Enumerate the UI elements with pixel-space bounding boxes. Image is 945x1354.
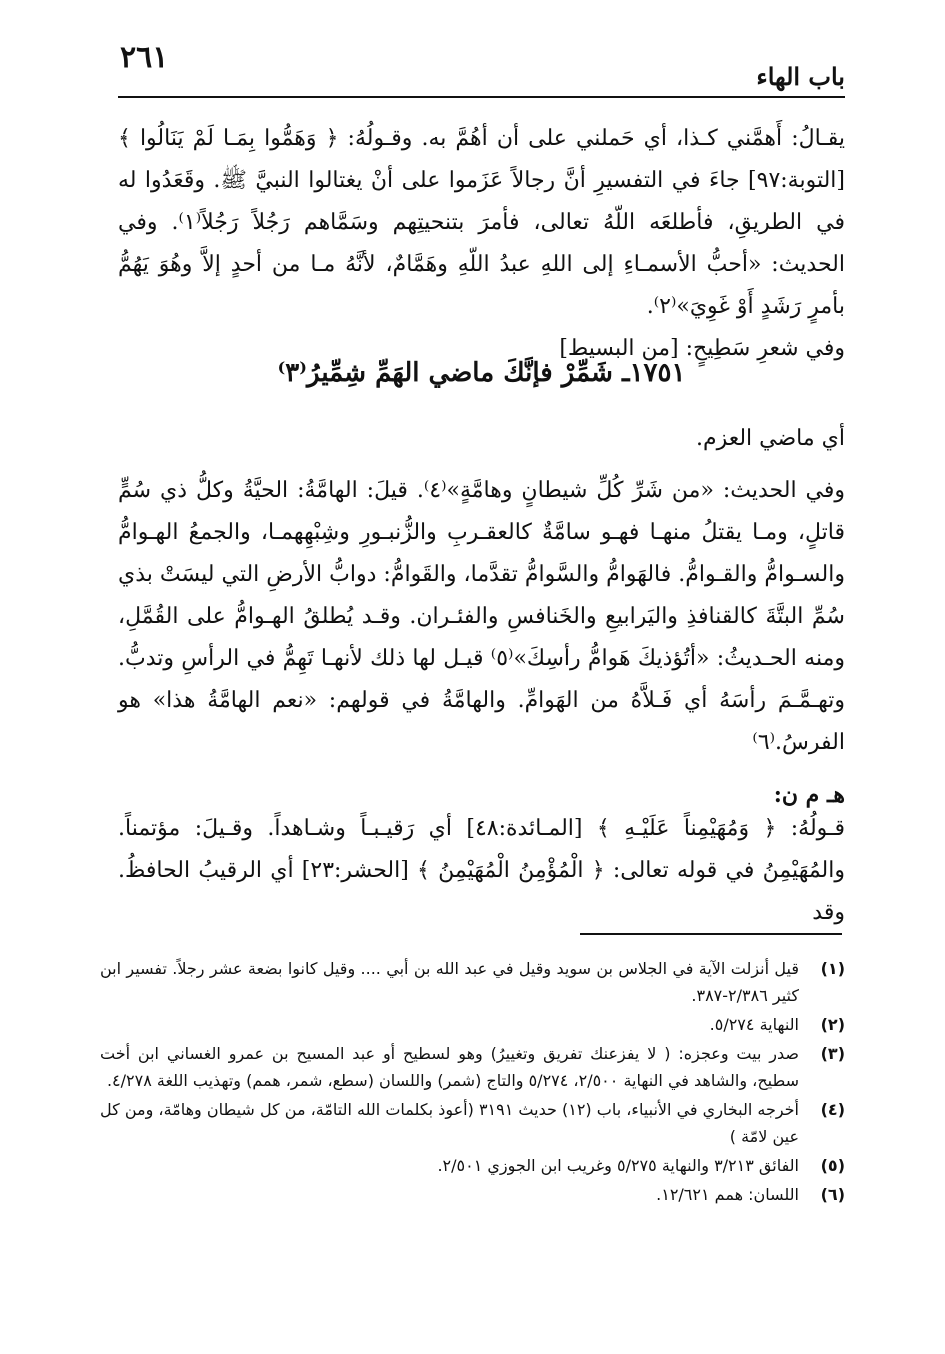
footnote-text: أخرجه البخاري في الأنبياء، باب (١٢) حديث ٣١٩١ (أعوذ بكلمات الله التامّة، من كل شيطان وهامّة، ومن كل عين لامّة ) (100, 1100, 800, 1146)
footnotes (100, 955, 845, 1210)
intro-section (118, 118, 845, 370)
footnote-number: (٣) (820, 1044, 845, 1063)
footnote-number: (٦) (820, 1185, 845, 1204)
footnote-text: قيل أنزلت الآية في الجلاس بن سويد وقيل في عبد الله بن أبي .... وقيل كانوا بضعة عشر رجلاً. تفسير ابن كثير ٢/٣٨٦-٣٨٧. (100, 959, 799, 1005)
poet-attribution: وفي شعرِ سَطِيحٍ: [من البسيط] (559, 336, 845, 361)
footnote-text: الفائق ٣/٢١٣ والنهاية ٥/٢٧٥ وغريب ابن الجوزي ٢/٥٠١. (437, 1156, 799, 1175)
footnote-text: صدر بيت وعجزه: ( لا يفزعنك تفريق وتغييرُ) وهو لسطيح أو عبد المسيح بن عمرو الغساني ابن أخت سطيح، والشاهد في النهاية ٢/٥٠٠، ٥/٢٧٤ والتاج (شمر) واللسان (سطع، شمر، همم) وتهذيب اللغة ٤/٢٧٨. (100, 1044, 799, 1090)
footnote-item (100, 955, 845, 1009)
muhaymin-section (118, 808, 845, 934)
footnote-item (100, 1152, 845, 1179)
root-heading: هـ م ن: (773, 782, 845, 808)
footnote-item (100, 1040, 845, 1094)
hadith-paragraph: وفي الحديث: «من شَرِّ كُلِّ شيطانٍ وهامَّةٍ»⁽٤⁾. قيلَ: الهامَّةُ: الحيَّةُ وكلُّ ذي سُمٍّ قاتلٍ، ومـا يقتلُ منهـا فهـو سامَّةٌ كالعقـربِ والزُّنبـورِ وشِبْهِهمـا، والجمعُ الهـوامُّ والسـوامُّ والقـوامُّ. فالهَوامُّ والسَّوامُّ تقدَّما، والقَوامُّ: دوابُّ الأرضِ التي ليسَتْ بذي سُمِّ البتَّةَ كالقنافذِ واليَرابيعِ والخَنافسِ والفئـران. وقـد يُطلقُ الهـوامُّ على القُمَّلِ، ومنه الحـديثُ: «أتُؤذيكَ هَوامُّ رأسِكَ»⁽٥⁾ قيـل لها ذلك لأنهـا تَهِمُّ في الرأسِ وتدبُّ. وتهـمَّـمَ رأسَهُ أي فَـلاَّهُ من الهَوامِّ. والهامَّةُ في قولهم: «نعم الهامَّةُ هذا» هو الفرسُ.⁽٦⁾ (118, 478, 845, 755)
poem-verse: ١٧٥١ـ شَمِّرْ فإنَّكَ ماضي الهَمِّ شِمِّيرُ⁽٣⁾ (277, 358, 686, 388)
header-divider (118, 96, 845, 98)
footnote-number: (٥) (820, 1156, 845, 1175)
footnote-number: (٤) (820, 1100, 845, 1119)
intro-paragraph: يقـالُ: أَهمَّني كـذا، أي حَملني على أن أهُمَّ به. وقـولُهُ: ﴿ وَهَمُّوا بِمَـا لَمْ يَنَالُوا ﴾ [التوبة:٩٧] جاءَ في التفسيرِ أنَّ رجالاً عَزَموا على أنْ يغتالوا النبيَّ ﷺ. وقَعَدُوا له في الطريقِ، فأطلعَه اللّهُ تعالى، فأمرَ بتنحيتِهم وسَمَّاهم رَجُلاً رَجُلاً⁽١⁾. وفي الحديث: «أحبُّ الأسمـاءِ إلى اللهِ عبدُ اللّهِ وهَمَّامٌ، لأنَّهُ مـا من أحدٍ إلاَّ وهُوَ يَهُمُّ بأمرٍ رَشَدٍ أَوْ غَوِيَ»⁽٢⁾. (118, 126, 846, 319)
meaning-text: أي ماضي العزم. (695, 426, 845, 451)
footnote-item (100, 1011, 845, 1038)
footnote-item (100, 1181, 845, 1208)
footnote-text: النهاية ٥/٢٧٤. (709, 1015, 799, 1034)
footnote-number: (٢) (820, 1015, 845, 1034)
meaning-line (118, 418, 845, 460)
footnote-item (100, 1096, 845, 1150)
footnote-number: (١) (820, 959, 845, 978)
page-number: ٢٦١ (120, 40, 169, 75)
footnote-text: اللسان: همم ١٢/٦٢١. (656, 1185, 799, 1204)
hadith-section (118, 470, 845, 764)
muhaymin-paragraph: قـولُهُ: ﴿ وَمُهَيْمِناً عَلَيْـهِ ﴾ [المـائدة:٤٨] أي رَقيـبـاً وشـاهداً. وقـيلَ: مؤتمناً. والمُهَيْمِنُ في قوله تعالى: ﴿ الْمُؤْمِنُ الْمُهَيْمِنُ ﴾ [الحشر:٢٣] أي الرقيبُ الحافظُ. وقد (118, 816, 845, 925)
footnote-divider (580, 933, 842, 935)
chapter-title: باب الهاء (756, 62, 845, 91)
